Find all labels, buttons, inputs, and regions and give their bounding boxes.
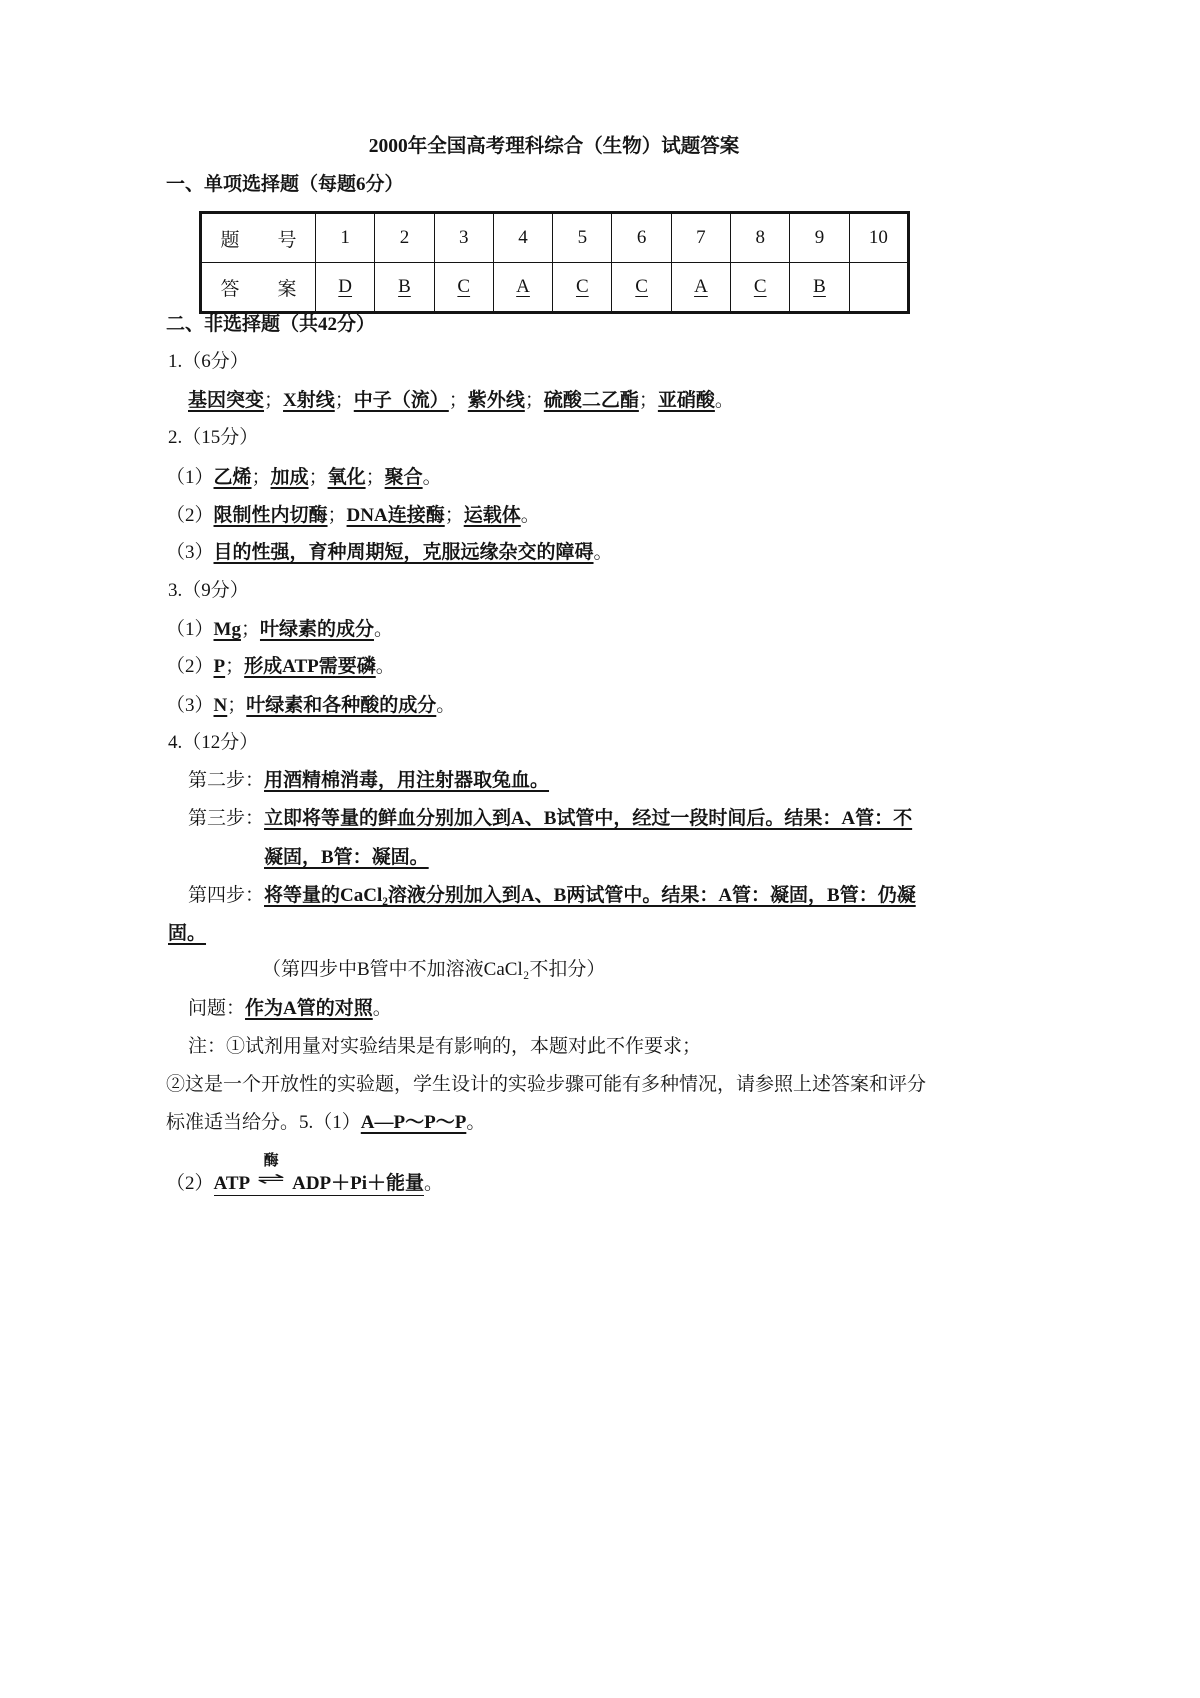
part1-heading: 一、单项选择题（每题6分） <box>166 174 404 195</box>
q4-step4-line1 <box>188 882 916 910</box>
answer-letter: B <box>398 276 411 297</box>
answer-term: 亚硝酸 <box>657 390 715 411</box>
sub-question-number: （1） <box>166 467 214 488</box>
element-answer: P <box>213 656 226 677</box>
separator: ； <box>638 390 658 411</box>
full-stop: 。 <box>375 656 395 677</box>
answer-term: 氧化 <box>327 467 366 488</box>
q4-step4-scoring-note: （第四步中B管中不加溶液CaCl₂不扣分） <box>262 959 606 980</box>
step-answer: 用酒精棉消毒，用注射器取兔血。 <box>264 770 550 791</box>
question-number: 6 <box>612 213 671 263</box>
question-number: 5 <box>553 213 612 263</box>
sub-question-number: （3） <box>166 542 214 563</box>
q1-answer-line <box>188 387 734 415</box>
step-label: 第二步： <box>188 770 265 791</box>
answer-cell <box>553 263 612 313</box>
q3-item-3 <box>166 692 455 720</box>
separator: ； <box>225 656 245 677</box>
answer-cell <box>316 263 375 313</box>
answer-term: X射线 <box>283 390 335 411</box>
answer-term: 中子（流） <box>353 390 449 411</box>
full-stop: 。 <box>436 695 456 716</box>
answer-letter: B <box>813 276 826 297</box>
q4-label: 4.（12分） <box>168 732 259 753</box>
atp-reaction-equation <box>213 1153 425 1196</box>
answer-term: 运载体 <box>463 505 521 526</box>
q2-item-1 <box>166 464 442 492</box>
step-label: 第三步： <box>188 808 265 829</box>
answer-letter: C <box>753 276 767 297</box>
sub-question-number: （2） <box>166 656 214 677</box>
q4-note-2-line1: ②这是一个开放性的实验题，学生设计的实验步骤可能有多种情况，请参照上述答案和评分 <box>166 1074 927 1095</box>
enzyme-label: 酶 <box>263 1153 279 1169</box>
sub-question-number: （2） <box>166 505 214 526</box>
question-label: 问题： <box>188 998 246 1019</box>
separator: ； <box>334 390 354 411</box>
reactant: ATP <box>213 1173 251 1194</box>
answer-term: 加成 <box>270 467 309 488</box>
step-answer-continued: 凝固，B管：凝固。 <box>264 847 429 868</box>
separator: ； <box>448 390 468 411</box>
question-number: 8 <box>731 213 790 263</box>
q1-label: 1.（6分） <box>168 351 249 372</box>
separator: ； <box>524 390 544 411</box>
separator: ； <box>227 695 247 716</box>
q4-step3-line2 <box>264 844 429 872</box>
answer-cell <box>493 263 552 313</box>
answer-letter: A <box>694 276 708 297</box>
sub-question-number: （1） <box>313 1112 361 1133</box>
reason-answer: 叶绿素和各种酸的成分 <box>246 695 437 716</box>
answer-term: 聚合 <box>384 467 423 488</box>
answer-term: 基因突变 <box>188 390 265 411</box>
note-continued: 标准适当给分。 <box>166 1112 300 1133</box>
separator: ； <box>308 467 328 488</box>
step-answer: 立即将等量的鲜血分别加入到A、B试管中，经过一段时间后。结果：A管：不 <box>264 808 913 829</box>
step-answer: 将等量的CaCl₂溶液分别加入到A、B两试管中。结果：A管：凝固，B管：仍凝 <box>264 885 916 906</box>
reversible-reaction-arrow <box>251 1153 291 1189</box>
answer-cell-empty <box>849 263 908 313</box>
answer-term: 限制性内切酶 <box>213 505 328 526</box>
element-answer: Mg <box>213 619 241 640</box>
atp-structure-answer: A—P～P～P <box>360 1112 467 1133</box>
answer-letter: C <box>457 276 471 297</box>
q2-label: 2.（15分） <box>168 427 259 448</box>
sub-question-number: （2） <box>166 1173 214 1194</box>
part2-heading: 二、非选择题（共42分） <box>166 314 376 335</box>
separator: ； <box>365 467 385 488</box>
document-title: 2000年全国高考理科综合（生物）试题答案 <box>368 136 740 157</box>
question-number: 3 <box>434 213 493 263</box>
q3-item-2 <box>166 653 395 681</box>
answer-cell <box>612 263 671 313</box>
separator: ； <box>240 619 260 640</box>
full-stop: 。 <box>372 998 392 1019</box>
step-label: 第四步： <box>188 885 265 906</box>
sub-question-number: （1） <box>166 619 214 640</box>
q4-step4-line2 <box>168 920 206 948</box>
separator: ； <box>264 390 284 411</box>
question-number: 7 <box>671 213 730 263</box>
answer-cell <box>375 263 434 313</box>
q4-step2 <box>188 767 549 795</box>
reason-answer: 叶绿素的成分 <box>259 619 374 640</box>
answer-letter: C <box>635 276 648 297</box>
q4-note-1: 注：①试剂用量对实验结果是有影响的，本题对此不作要求； <box>188 1036 702 1057</box>
answer-term: 目的性强，育种周期短，克服远缘杂交的障碍 <box>213 542 594 563</box>
answer-letter: C <box>575 276 589 297</box>
q3-label: 3.（9分） <box>168 580 249 601</box>
row-label-answer: 答 案 <box>201 263 316 313</box>
separator: ； <box>327 505 347 526</box>
full-stop: 。 <box>520 505 540 526</box>
question-number: 2 <box>375 213 434 263</box>
sub-question-number: （3） <box>166 695 214 716</box>
reversible-arrow-icon: ⇌ <box>257 1169 286 1188</box>
q5-label: 5. <box>299 1112 314 1133</box>
answer-term: DNA连接酶 <box>346 505 445 526</box>
full-stop: 。 <box>593 542 613 563</box>
answer-letter: A <box>516 276 530 297</box>
answer-letter: D <box>338 276 353 297</box>
separator: ； <box>444 505 464 526</box>
answer-cell <box>731 263 790 313</box>
table-row-answers <box>201 263 909 313</box>
full-stop: 。 <box>714 390 734 411</box>
answer-cell <box>434 263 493 313</box>
full-stop: 。 <box>373 619 393 640</box>
products: ADP＋Pi＋能量 <box>292 1173 425 1194</box>
q5-item-2 <box>166 1153 444 1197</box>
q3-item-1 <box>166 616 393 644</box>
row-label-question-number: 题 号 <box>201 213 316 263</box>
table-row-question-numbers <box>201 213 909 263</box>
q4-note-2-line2-and-q5-item-1 <box>166 1109 485 1137</box>
separator: ； <box>251 467 271 488</box>
q2-item-3 <box>166 539 613 567</box>
full-stop: 。 <box>424 1173 444 1194</box>
reason-answer: 形成ATP需要磷 <box>244 656 376 677</box>
step-answer-continued: 固。 <box>168 923 207 944</box>
question-number: 9 <box>790 213 849 263</box>
element-answer: N <box>213 695 228 716</box>
question-number: 10 <box>849 213 908 263</box>
choice-answer-table <box>199 211 910 314</box>
q4-question <box>188 995 392 1023</box>
full-stop: 。 <box>466 1112 486 1133</box>
question-answer: 作为A管的对照 <box>245 998 373 1019</box>
answer-term: 乙烯 <box>213 467 252 488</box>
question-number: 1 <box>316 213 375 263</box>
full-stop: 。 <box>422 467 442 488</box>
q2-item-2 <box>166 502 540 530</box>
answer-cell <box>790 263 849 313</box>
answer-term: 紫外线 <box>467 390 525 411</box>
q4-step3-line1 <box>188 805 912 833</box>
answer-term: 硫酸二乙酯 <box>543 390 639 411</box>
question-number: 4 <box>493 213 552 263</box>
answer-cell <box>671 263 730 313</box>
